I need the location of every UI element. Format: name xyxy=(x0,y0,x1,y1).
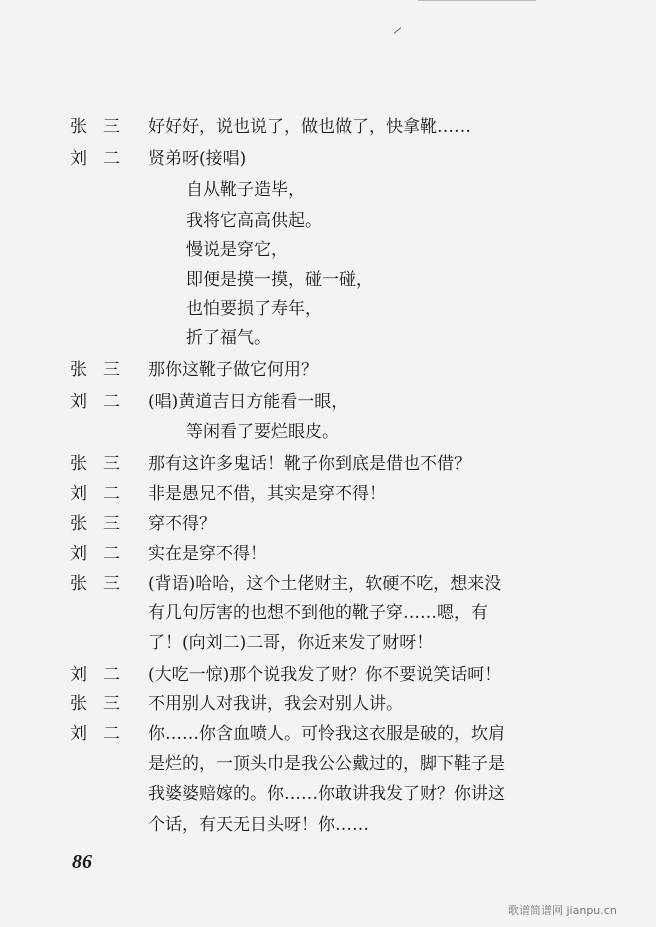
dialogue-line: (大吃一惊)那个说我发了财？你不要说笑话呵！ xyxy=(148,665,502,685)
song-line: 我将它高高供起。 xyxy=(186,211,322,231)
dialogue-line: 好好好，说也说了，做也做了，快拿靴…… xyxy=(148,117,471,137)
dialogue-line: 实在是穿不得！ xyxy=(148,544,267,564)
song-line: 即便是摸一摸，碰一碰， xyxy=(186,270,373,290)
song-line: 也怕要损了寿年， xyxy=(186,299,322,319)
dialogue-line: (背语)哈哈，这个土佬财主，软硬不吃，想来没 xyxy=(148,574,502,594)
speaker-label: 刘二 xyxy=(70,484,136,504)
song-line: 慢说是穿它， xyxy=(186,240,288,260)
dialogue-line: 你……你含血喷人。可怜我这衣服是破的，坎肩 xyxy=(148,724,505,744)
song-line: 折了福气。 xyxy=(186,328,271,348)
speaker-label: 张三 xyxy=(70,574,136,594)
dialogue-line: 贤弟呀(接唱) xyxy=(148,149,247,169)
dialogue-line: 有几句厉害的也想不到他的靴子穿……嗯，有 xyxy=(148,603,488,623)
speaker-label: 张三 xyxy=(70,360,136,380)
dialogue-line: 非是愚兄不借，其实是穿不得！ xyxy=(148,484,386,504)
dialogue-line: 那有这许多鬼话！靴子你到底是借也不借？ xyxy=(148,454,471,474)
speaker-label: 张三 xyxy=(70,514,136,534)
dialogue-line: 了！(向刘二)二哥，你近来发了财呀！ xyxy=(148,633,434,653)
song-line: 自从靴子造毕， xyxy=(186,180,305,200)
speaker-label: 张三 xyxy=(70,117,136,137)
dialogue-line: 不用别人对我讲，我会对别人讲。 xyxy=(148,694,403,714)
watermark: 歌谱简谱网 jianpu.cn xyxy=(508,904,617,917)
dialogue-line: 穿不得？ xyxy=(148,514,216,534)
speaker-label: 张三 xyxy=(70,694,136,714)
dialogue-line: 是烂的，一顶头巾是我公公戴过的，脚下鞋子是 xyxy=(148,754,505,774)
dialogue-line: 那你这靴子做它何用？ xyxy=(148,360,318,380)
song-line: 等闲看了要烂眼皮。 xyxy=(186,422,339,442)
dialogue-line: 我婆婆赔嫁的。你……你敢讲我发了财？你讲这 xyxy=(148,784,505,804)
top-rule xyxy=(418,0,536,1)
speaker-label: 刘二 xyxy=(70,149,136,169)
speaker-label: 刘二 xyxy=(70,392,136,412)
speaker-label: 刘二 xyxy=(70,724,136,744)
dialogue-line: 个话，有天无日头呀！你…… xyxy=(148,815,369,835)
scan-mark xyxy=(394,27,402,34)
speaker-label: 刘二 xyxy=(70,544,136,564)
speaker-label: 刘二 xyxy=(70,665,136,685)
page-number: 86 xyxy=(72,851,92,873)
speaker-label: 张三 xyxy=(70,454,136,474)
dialogue-line: (唱)黄道吉日方能看一眼， xyxy=(148,392,349,412)
